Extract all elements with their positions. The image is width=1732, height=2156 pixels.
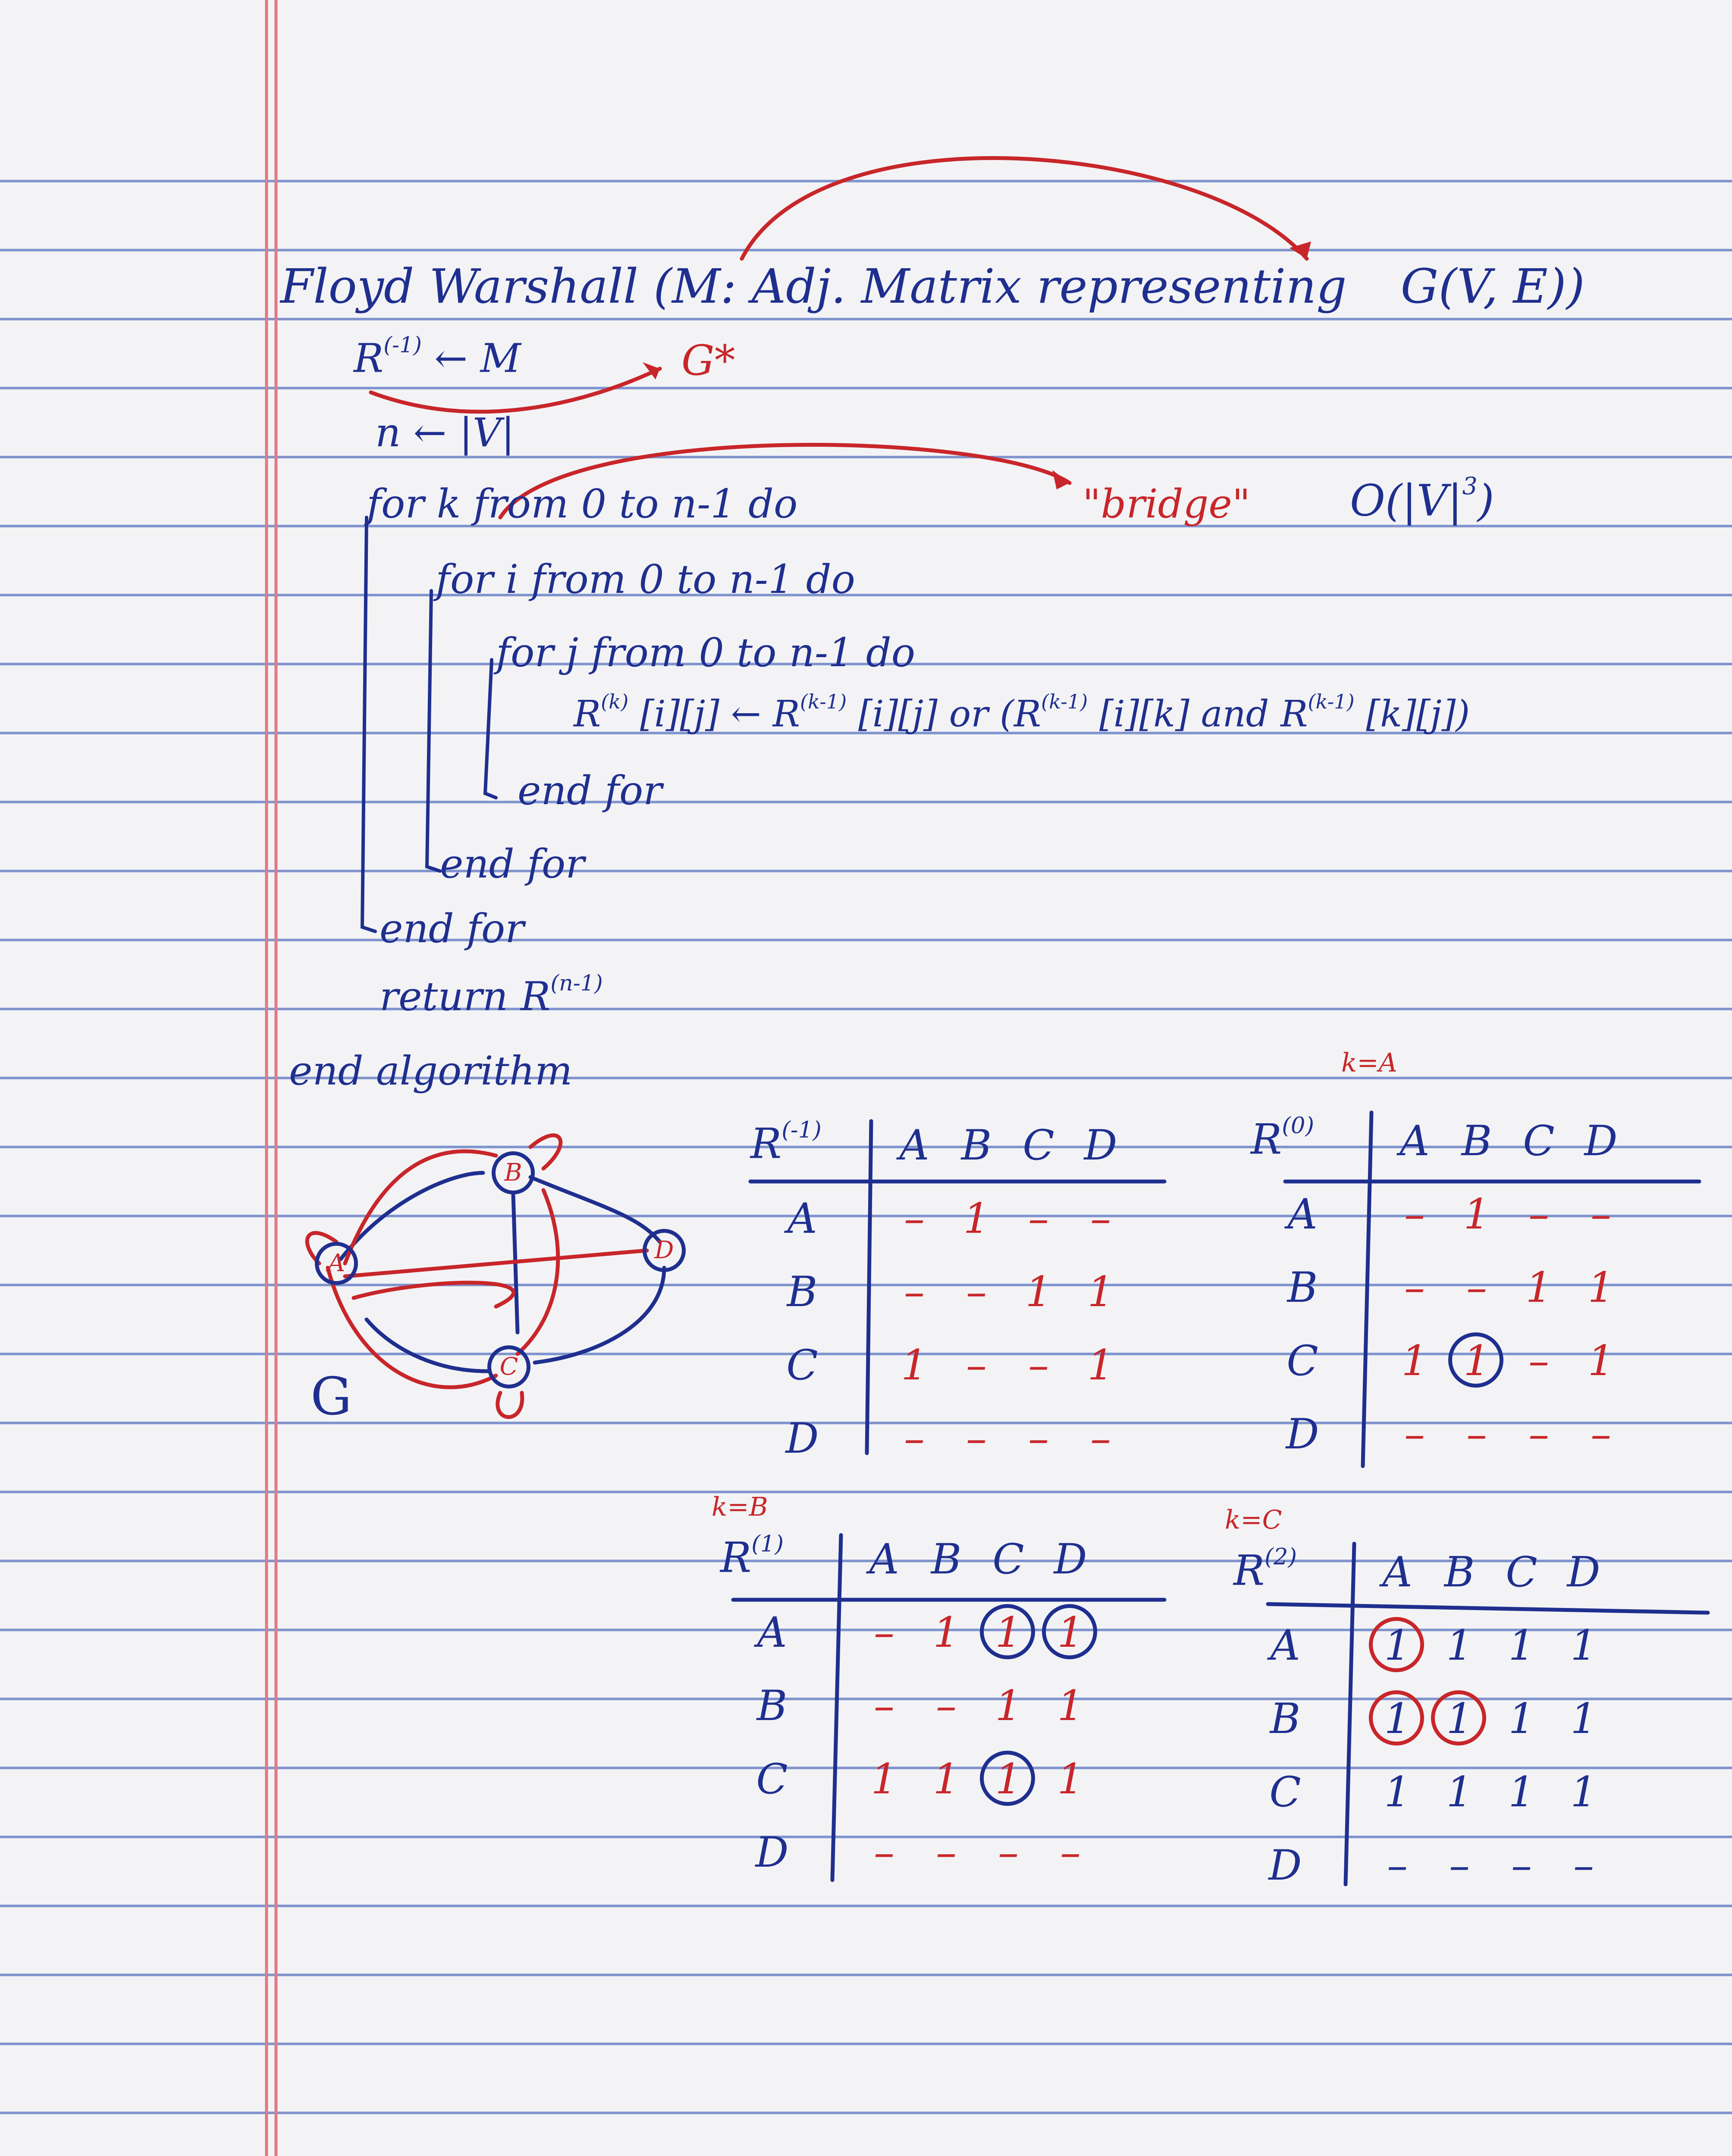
column-header: A: [899, 1121, 929, 1169]
matrix-cell: –: [904, 1268, 925, 1316]
outer-loop: for k from 0 to n-1 do: [367, 481, 798, 527]
matrix-cell: –: [936, 1682, 957, 1730]
graph-node-c: C: [487, 1345, 530, 1388]
row-header: A: [1287, 1190, 1318, 1238]
bridge-note: "bridge": [1082, 481, 1251, 527]
matrix-cell: –: [1028, 1341, 1049, 1389]
end-for-inner: end for: [518, 768, 662, 814]
circle-mark: [1431, 1690, 1486, 1745]
graph-label: G: [311, 1367, 352, 1427]
row-header: D: [755, 1828, 789, 1877]
matrix-cell: 1: [1570, 1621, 1597, 1670]
matrix-cell: –: [1573, 1841, 1594, 1890]
matrix-title: $R^{(-1)}$: [750, 1117, 822, 1168]
end-for-mid: end for: [440, 841, 585, 887]
column-header: A: [1382, 1548, 1412, 1596]
algorithm-title: [280, 259, 1585, 314]
matrix-cell: 1: [1057, 1682, 1084, 1730]
matrix-cell: 1: [1045, 1608, 1096, 1657]
matrix-cell: –: [874, 1828, 894, 1877]
matrix-k-label: k=A: [1341, 1048, 1397, 1078]
matrix-cell: 1: [1446, 1768, 1473, 1816]
column-header: C: [1023, 1121, 1054, 1169]
line-n: n ← |V|: [375, 410, 515, 456]
row-header: A: [1270, 1621, 1300, 1670]
matrix-cell: –: [1528, 1337, 1549, 1385]
matrix-cell: 1: [1057, 1755, 1084, 1803]
matrix-cell: –: [904, 1414, 925, 1463]
circle-mark: [1369, 1690, 1424, 1745]
matrix-cell: 1: [1371, 1621, 1423, 1670]
matrix-cell: 1: [1401, 1337, 1428, 1385]
row-header: B: [1287, 1263, 1318, 1312]
matrix-cell: 1: [982, 1755, 1034, 1803]
row-header: D: [1268, 1841, 1302, 1890]
end-for-outer: end for: [380, 906, 524, 952]
algorithm-name: Floyd Warshall: [280, 259, 639, 314]
matrix-cell: –: [966, 1268, 987, 1316]
matrix-cell: –: [1511, 1841, 1532, 1890]
matrix-cell: 1: [982, 1608, 1034, 1657]
matrix-cell: –: [966, 1414, 987, 1463]
column-header: A: [869, 1535, 899, 1583]
matrix-cell: –: [904, 1194, 925, 1243]
matrix-cell: –: [1090, 1414, 1111, 1463]
row-header: A: [757, 1608, 787, 1657]
matrix-cell: –: [966, 1341, 987, 1389]
matrix-cell: 1: [1434, 1695, 1485, 1743]
circle-mark: [1042, 1604, 1097, 1659]
matrix-cell: 1: [963, 1194, 990, 1243]
circle-mark: [980, 1751, 1035, 1806]
matrix-cell: 1: [1508, 1621, 1535, 1670]
complexity: $O(|V|^3)$: [1350, 472, 1494, 526]
matrix-cell: –: [1591, 1190, 1611, 1238]
row-header: C: [1269, 1768, 1301, 1816]
matrix-cell: –: [1528, 1190, 1549, 1238]
column-header: D: [1567, 1548, 1600, 1596]
matrix-cell: –: [1060, 1828, 1081, 1877]
matrix-cell: 1: [1525, 1263, 1552, 1312]
row-header: C: [786, 1341, 818, 1389]
row-header: B: [787, 1268, 818, 1316]
matrix-cell: –: [1404, 1410, 1425, 1458]
matrix-cell: 1: [1087, 1268, 1114, 1316]
line-init-r: $R^{(-1)}$ ← M: [354, 332, 521, 382]
graph-ref: G(V, E)): [1400, 259, 1585, 314]
matrix-cell: –: [1028, 1414, 1049, 1463]
row-header: C: [756, 1755, 788, 1803]
row-header: B: [756, 1682, 788, 1730]
circle-mark: [1369, 1617, 1424, 1672]
column-header: C: [1523, 1117, 1555, 1165]
matrix-cell: 1: [1463, 1190, 1490, 1238]
matrix-cell: –: [1466, 1263, 1487, 1312]
matrix-cell: 1: [1508, 1695, 1535, 1743]
matrix-cell: 1: [1025, 1268, 1052, 1316]
matrix-cell: –: [874, 1608, 894, 1657]
matrix-cell: –: [1090, 1194, 1111, 1243]
column-header: D: [1054, 1535, 1087, 1583]
matrix-cell: –: [874, 1682, 894, 1730]
matrix-cell: 1: [901, 1341, 928, 1389]
matrix-cell: 1: [1384, 1768, 1411, 1816]
matrix-title: $R^{(2)}$: [1233, 1544, 1297, 1595]
column-header: B: [1461, 1117, 1492, 1165]
matrix-cell: 1: [1371, 1695, 1423, 1743]
column-header: D: [1584, 1117, 1618, 1165]
column-header: C: [992, 1535, 1024, 1583]
row-header: D: [1286, 1410, 1319, 1458]
mid-loop: for i from 0 to n-1 do: [436, 556, 856, 602]
matrix-cell: –: [1591, 1410, 1611, 1458]
matrix-cell: 1: [1570, 1695, 1597, 1743]
matrix-title: $R^{(0)}$: [1251, 1112, 1315, 1164]
matrix-cell: –: [1466, 1410, 1487, 1458]
inner-loop: for j from 0 to n-1 do: [496, 630, 916, 676]
row-header: A: [787, 1194, 817, 1243]
matrix-cell: 1: [871, 1755, 897, 1803]
circle-mark: [1448, 1332, 1503, 1388]
column-header: B: [931, 1535, 962, 1583]
matrix-cell: –: [1528, 1410, 1549, 1458]
matrix-cell: –: [936, 1828, 957, 1877]
end-algorithm: end algorithm: [289, 1048, 573, 1094]
update-line: $R^{(k)}$ [i][j] ← $R^{(k-1)}$ [i][j] or ($R^{(k-1)}$ [i][k] and $R^{(k-1)}$ [k][j]): [574, 690, 1470, 735]
matrix-cell: –: [1404, 1190, 1425, 1238]
matrix-cell: 1: [1087, 1341, 1114, 1389]
matrix-k-label: k=C: [1225, 1505, 1282, 1535]
column-header: B: [1444, 1548, 1475, 1596]
matrix-title: $R^{(1)}$: [720, 1531, 784, 1582]
column-header: B: [961, 1121, 992, 1169]
matrix-cell: –: [1449, 1841, 1470, 1890]
row-header: C: [1286, 1337, 1318, 1385]
return-line: return $R^{(n-1)}$: [380, 970, 603, 1020]
row-header: B: [1270, 1695, 1301, 1743]
matrix-cell: –: [998, 1828, 1019, 1877]
matrix-cell: 1: [1451, 1337, 1503, 1385]
circle-mark: [980, 1604, 1035, 1659]
matrix-cell: 1: [995, 1682, 1022, 1730]
matrix-cell: 1: [1508, 1768, 1535, 1816]
matrix-k-label: k=B: [712, 1492, 768, 1522]
matrix-cell: –: [1404, 1263, 1425, 1312]
matrix-cell: 1: [1446, 1621, 1473, 1670]
matrix-cell: 1: [1588, 1263, 1614, 1312]
column-header: A: [1399, 1117, 1430, 1165]
graph-node-b: B: [492, 1151, 535, 1194]
matrix-cell: 1: [1588, 1337, 1614, 1385]
algorithm-params: (M: Adj. Matrix representing: [653, 259, 1347, 314]
column-header: C: [1506, 1548, 1537, 1596]
column-header: D: [1084, 1121, 1117, 1169]
matrix-cell: 1: [1570, 1768, 1597, 1816]
gstar-label: G*: [681, 336, 735, 385]
matrix-cell: 1: [933, 1755, 960, 1803]
matrix-cell: 1: [933, 1608, 960, 1657]
matrix-cell: –: [1387, 1841, 1408, 1890]
graph-node-d: D: [643, 1229, 686, 1272]
matrix-cell: –: [1028, 1194, 1049, 1243]
row-header: D: [785, 1414, 819, 1463]
graph-node-a: A: [315, 1242, 358, 1285]
